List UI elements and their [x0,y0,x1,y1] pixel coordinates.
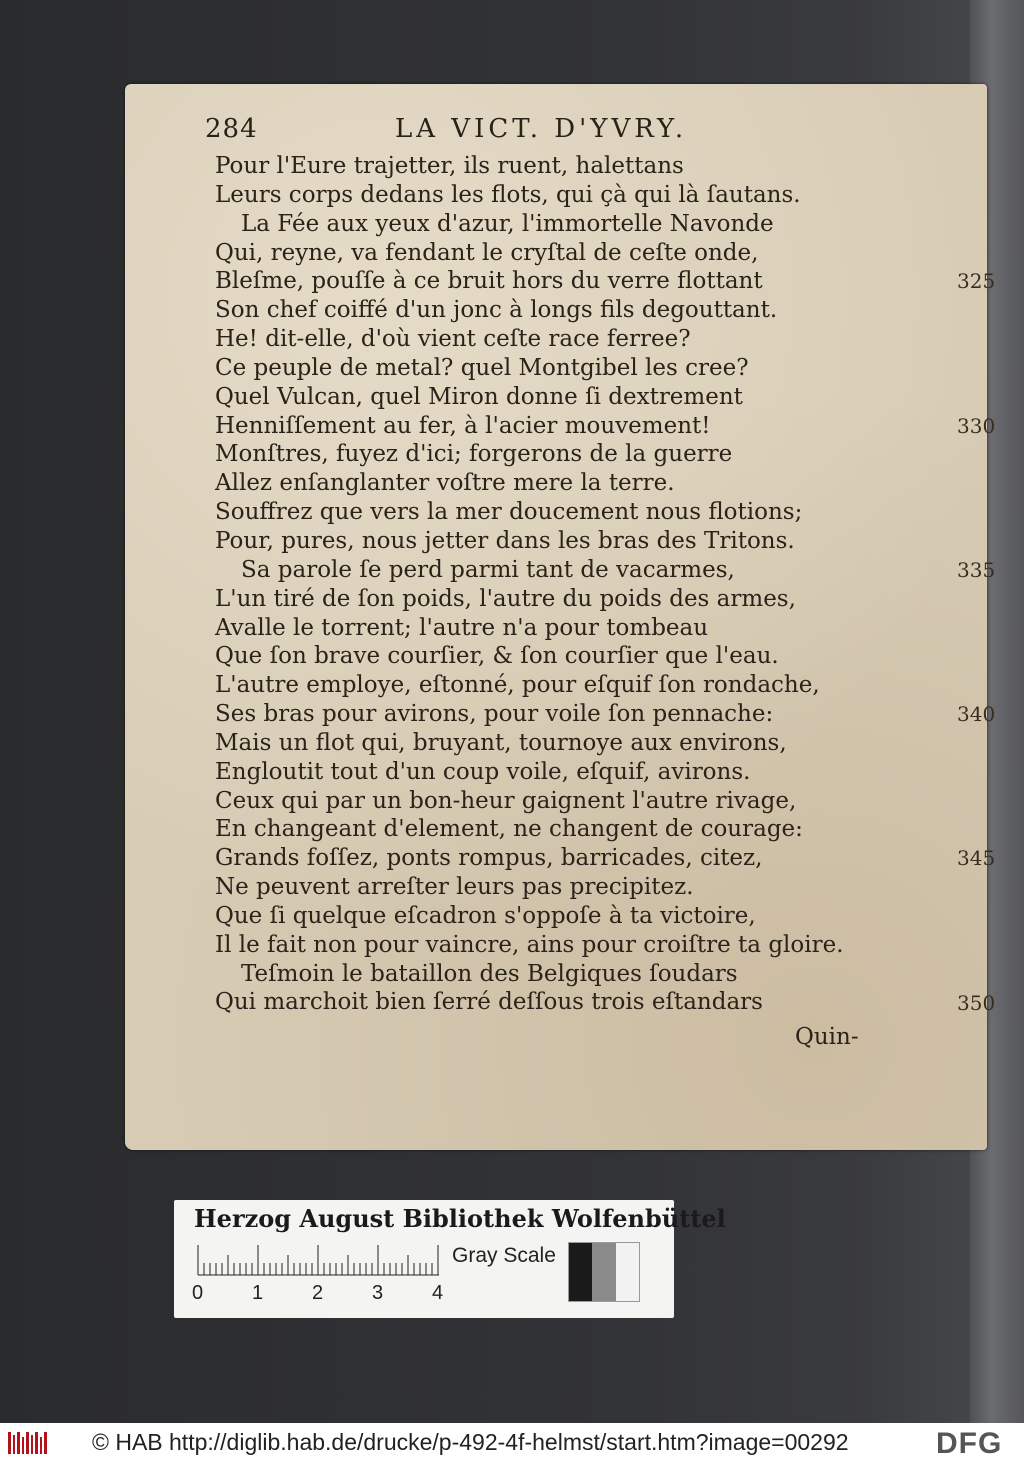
verse-line: Pour l'Eure trajetter, ils ruent, halettans [215,153,684,179]
gray-patch [592,1243,615,1301]
verse-line: Mais un flot qui, bruyant, tournoye aux environs, [215,729,787,756]
verse-line: Teſmoin le bataillon des Belgiques ſoudars [241,960,738,987]
ruler-number: 2 [312,1282,324,1304]
verse-line: Avalle le torrent; l'autre n'a pour tombeau [215,614,709,641]
footer-bar [0,1423,1024,1463]
hab-logo-icon [6,1429,48,1457]
library-name: Herzog August Bibliothek Wolfenbüttel [194,1204,726,1233]
verse-line: L'autre employe, eſtonné, pour eſquif ſon rondache, [215,672,820,699]
verse-line: Que ſon brave courſier, & ſon courſier que l'eau. [215,643,779,670]
source-url[interactable]: © HAB http://diglib.hab.de/drucke/p-492-4f-helmst/start.htm?image=00292 [92,1429,849,1455]
verse-line: Ses bras pour avirons, pour voile ſon pennache: [215,701,774,728]
verse-line: Il le fait non pour vaincre, ains pour croiſtre ta gloire. [215,931,844,958]
verse-line: Qui marchoit bien ſerré deſſous trois eſtandars [215,989,763,1016]
ruler-scale [196,1244,441,1276]
running-title: LA VICT. D'YVRY. [395,114,688,144]
ruler-number: 1 [252,1282,264,1304]
line-number: 335 [957,557,996,582]
verse-line: Qui, reyne, va fendant le cryſtal de ceſte onde, [215,239,759,266]
gray-scale-label: Gray Scale [452,1244,556,1267]
ruler-number: 4 [432,1282,444,1304]
verse-line: Sa parole ſe perd parmi tant de vacarmes, [241,556,735,583]
line-number: 340 [957,702,996,727]
catchword: Quin- [795,1024,859,1050]
dfg-logo: DFG [936,1427,1003,1460]
line-number: 325 [957,269,996,294]
verse-line: Allez enſanglanter voſtre mere la terre. [215,470,675,497]
gray-patch [616,1243,639,1301]
verse-line: Son chef coiffé d'un jonc à longs fils degouttant. [215,297,778,324]
running-head [205,114,825,148]
verse-line: Bleſme, pouſſe à ce bruit hors du verre flottant [215,268,763,295]
verse-line: He! dit-elle, d'où vient ceſte race ferree? [215,326,691,353]
verse-line: L'un tiré de ſon poids, l'autre du poids des armes, [215,585,796,612]
verse-line: Ceux qui par un bon-heur gaignent l'autre rivage, [215,787,797,814]
verse-line: Monſtres, fuyez d'ici; forgerons de la guerre [215,441,733,468]
ruler-number: 3 [372,1282,384,1304]
verse-line: Quel Vulcan, quel Miron donne ſi dextrement [215,383,743,410]
verse-line: En changeant d'element, ne changent de courage: [215,816,803,843]
verse-line: Pour, pures, nous jetter dans les bras des Tritons. [215,527,795,554]
verse-line: Grands foſſez, ponts rompus, barricades, citez, [215,845,763,872]
line-number: 330 [957,413,996,438]
verse-line: Henniſſement au fer, à l'acier mouvement! [215,412,711,439]
verse-line: Engloutit tout d'un coup voile, eſquif, avirons. [215,758,751,785]
verse-line: Leurs corps dedans les flots, qui çà qui là ſautans. [215,181,801,208]
folio-number: 284 [205,114,258,144]
verse-line: Que ſi quelque eſcadron s'oppoſe à ta victoire, [215,902,756,929]
verse-line: Souffrez que vers la mer doucement nous flotions; [215,499,803,526]
gray-scale-wedge [568,1242,640,1302]
line-number: 350 [957,990,996,1015]
verse-line: Ce peuple de metal? quel Montgibel les cree? [215,354,749,381]
library-label [174,1200,726,1318]
verse-block [215,152,996,1017]
ruler-number: 0 [192,1282,204,1304]
gray-patch [569,1243,592,1301]
verse-line: La Fée aux yeux d'azur, l'immortelle Navonde [241,210,774,237]
book-page [125,84,996,1150]
line-number: 345 [957,846,996,871]
verse-line: Ne peuvent arreſter leurs pas precipitez. [215,874,694,901]
